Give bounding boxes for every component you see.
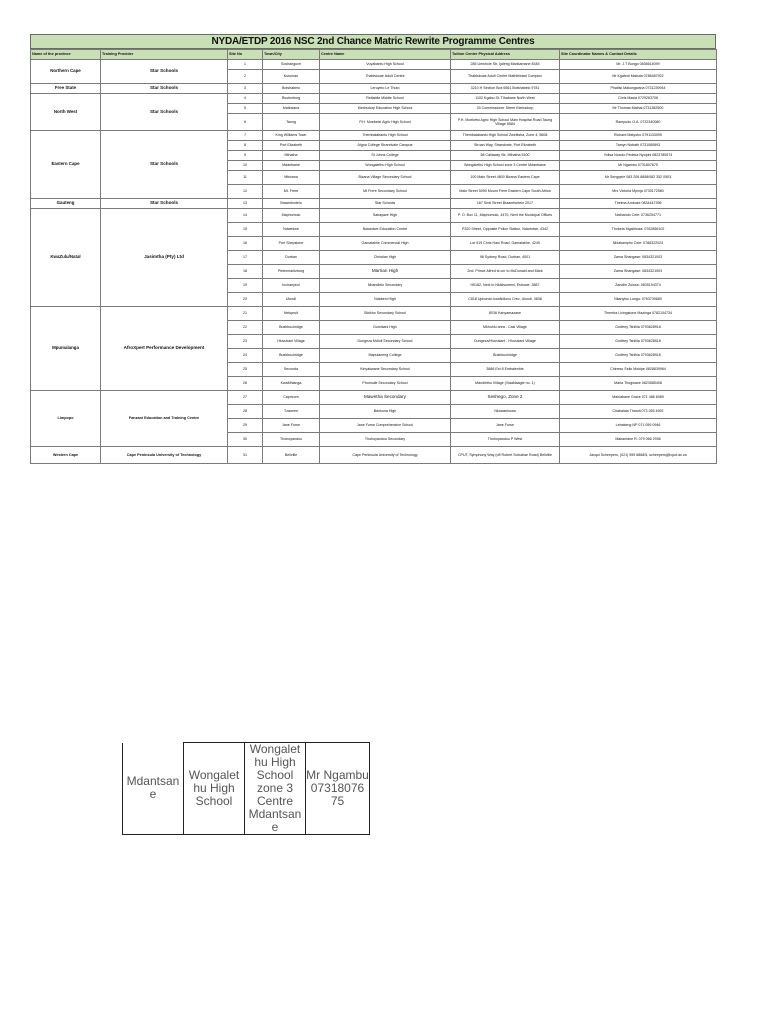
address-cell: Struan Way, Strandvale, Port Elizabeth (451, 141, 560, 151)
address-cell: Bushbuckridge (451, 349, 560, 363)
town-cell: KwaMhlanga (263, 377, 320, 391)
contact-cell: Phatlisi Makongwana 0731239944 (560, 84, 717, 94)
contact-cell: Godfrey Tshilila 0793628918 (560, 321, 717, 335)
site-cell: 23 (228, 335, 263, 349)
address-cell: P320 Street, Opposite Police Station, Ndwedwe, 4342 (451, 223, 560, 237)
centre-cell: Bizana Village Secondary School (320, 171, 451, 185)
site-cell: 9 (228, 151, 263, 161)
contact-cell: Jacqui Scheepers, (021) 959 6868/5, scheepersj@cput.ac.za (560, 447, 717, 464)
site-cell: 31 (228, 447, 263, 464)
town-cell: Port Shepstone (263, 237, 320, 251)
provider-cell: Star Schools (101, 199, 228, 209)
header-town: Town/City (263, 50, 320, 60)
town-cell: Ulundi (263, 293, 320, 307)
address-cell: Main Street 5090 Mount Frere Eastern Cape South Africa (451, 185, 560, 199)
site-cell: 10 (228, 161, 263, 171)
address-cell: 167 Smit Street Braamfontein 2017 (451, 199, 560, 209)
address-cell: 3886 Ext 8 Embalenhle (451, 363, 560, 377)
town-cell: Hluvukani Village (263, 335, 320, 349)
province-cell: North West (31, 94, 101, 131)
contact-cell: Maria Thugwane 0823585408 (560, 377, 717, 391)
table-row (31, 307, 717, 321)
town-cell: Nelspruit (263, 307, 320, 321)
address-cell: 33 Commissioner Street Klerksdorp (451, 104, 560, 114)
header-site-no: Site No (228, 50, 263, 60)
centre-cell: Thabiskoae Adult Centre (320, 70, 451, 84)
centre-cell: Retlabile Middle School (320, 94, 451, 104)
contact-cell: Nkanyiso Lungu: 0763739680 (560, 293, 717, 307)
table-row (31, 84, 717, 94)
town-cell: Mt. Frere (263, 185, 320, 199)
header-provider: Training Provider (101, 50, 228, 60)
header-row (31, 50, 717, 60)
town-cell: Braamfontein (263, 199, 320, 209)
contact-cell: Chris Masia 0729263706 (560, 94, 717, 104)
centre-cell: Thohoyandou Secondary (320, 433, 451, 447)
province-cell: Northern Cape (31, 60, 101, 84)
town-cell: Ndwedwe (263, 223, 320, 237)
site-cell: 25 (228, 363, 263, 377)
contact-cell: Zama Shangase: 0834321003 (560, 265, 717, 279)
zoom-town: Mdantsan e (123, 743, 184, 835)
centre-cell: Star Schools (320, 199, 451, 209)
town-cell: Secunda (263, 363, 320, 377)
table-row (31, 131, 717, 141)
centre-cell: Jane Furse Comprehensive School (320, 419, 451, 433)
provider-cell: Star Schools (101, 94, 228, 131)
site-cell: 13 (228, 199, 263, 209)
header-centre: Centre Name (320, 50, 451, 60)
centre-cell: Klerksdorp Education High School (320, 104, 451, 114)
table-row (31, 209, 717, 223)
site-cell: 29 (228, 419, 263, 433)
town-cell: Maphumulo (263, 209, 320, 223)
contact-cell: Mr Ngambu 0731807675 (560, 161, 717, 171)
contact-cell: Rampudu O.A. 0732340080 (560, 114, 717, 131)
site-cell: 15 (228, 223, 263, 237)
site-cell: 7 (228, 131, 263, 141)
contact-cell: Mrs Victoria Mpinja 0730172580 (560, 185, 717, 199)
town-cell: Botshabelo (263, 84, 320, 94)
town-cell: Tzaneen (263, 405, 320, 419)
site-cell: 3 (228, 84, 263, 94)
town-cell: Thohoyandou (263, 433, 320, 447)
contact-cell: Godfrey Tshilila 0793628918 (560, 335, 717, 349)
site-cell: 19 (228, 279, 263, 293)
address-cell: 8036 Kanyamazane (451, 307, 560, 321)
centre-cell: Vuyabantu High School (320, 60, 451, 70)
provider-cell: AfroXpert Performance Development (101, 307, 228, 391)
centre-cell: Phumuile Secondary School (320, 377, 451, 391)
contact-cell: Mr. J.T Bongo 0836614099 (560, 60, 717, 70)
site-cell: 8 (228, 141, 263, 151)
province-cell: Eastern Cape (31, 131, 101, 199)
town-cell: Bellville (263, 447, 320, 464)
centre-cell: Bankuna High (320, 405, 451, 419)
header-address: Tuition Center Physical Address (451, 50, 560, 60)
table-row (31, 391, 717, 405)
contact-cell: Thelma Ambuse 0834447396 (560, 199, 717, 209)
centre-cell: Dungeza Mdluli Secondary School (320, 335, 451, 349)
centre-cell: Ndwedwe Education Centre (320, 223, 451, 237)
zoomed-cell-excerpt (122, 742, 370, 835)
site-cell: 11 (228, 171, 263, 185)
centres-table (30, 49, 717, 464)
site-cell: 27 (228, 391, 263, 405)
header-province: Name of the province (31, 50, 101, 60)
address-cell: 100 Main Street 4800 Bizana Eastern Cape (451, 171, 560, 185)
address-cell: Jane Furse (451, 419, 560, 433)
address-cell: Seshego, Zone 2 (451, 391, 560, 405)
centre-cell: Kinyakwane Secondary School (320, 363, 451, 377)
town-cell: King Williams Town (263, 131, 320, 141)
centre-cell: Dumisani High (320, 321, 451, 335)
sheet-title: NYDA/ETDP 2016 NSC 2nd Chance Matric Rewrite Programme Centres (30, 34, 716, 49)
contact-cell: Mahlabane Grace 071 486 6089 (560, 391, 717, 405)
contact-cell: Chineso Sello Mokipe 0828839964 (560, 363, 717, 377)
province-cell: KwaZulu/Natal (31, 209, 101, 307)
address-cell: 98 Sydney Road, Durban, 4001 (451, 251, 560, 265)
centre-cell: Marrian High (320, 265, 451, 279)
site-cell: 6 (228, 114, 263, 131)
provider-cell: Star Schools (101, 84, 228, 94)
province-cell: Limpopo (31, 391, 101, 447)
province-cell: Free State (31, 84, 101, 94)
centre-cell: Leruyelo Le Thuto (320, 84, 451, 94)
town-cell: Mthatha (263, 151, 320, 161)
address-cell: H5182, Next to Nkikisomeni, Eshowe, 3867 (451, 279, 560, 293)
contact-cell: Zama Shangase: 0834321003 (560, 251, 717, 265)
table-row (31, 60, 717, 70)
site-cell: 1 (228, 60, 263, 70)
address-cell: 2nd. Prince Alfred st cnr to McDonald and Mark (451, 265, 560, 279)
town-cell: Durban (263, 251, 320, 265)
address-cell: Lot 919 Chris Hani Road, Gamalakhe, 4249 (451, 237, 560, 251)
contact-cell: Godfrey Tshilila 0793628918 (560, 349, 717, 363)
contact-cell: Yolisa Noxolo Fedeka Nyopini 0823780574 (560, 151, 717, 161)
zoom-address: Wongalet hu High School zone 3 Centre Mdantsan e (245, 743, 306, 835)
site-cell: 28 (228, 405, 263, 419)
address-cell: Mkhuhlu area - Casi Village (451, 321, 560, 335)
centre-cell: Nhandlelo Secondary (320, 279, 451, 293)
site-cell: 20 (228, 293, 263, 307)
contact-cell: Nathando Cele: 0736254771 (560, 209, 717, 223)
address-cell: Thohoyandou P West (451, 433, 560, 447)
address-cell: Wongalethu High School zone 3 Centre Mdantsane (451, 161, 560, 171)
centre-cell: Christian High (320, 251, 451, 265)
town-cell: Soshanguve (263, 60, 320, 70)
contact-cell: Mr Thomas Mathai 0731382500 (560, 104, 717, 114)
centre-cell: Algoa College Strandvale Campus (320, 141, 451, 151)
site-cell: 5 (228, 104, 263, 114)
town-cell: Pietermaritzburg (263, 265, 320, 279)
table-row (31, 94, 717, 104)
province-cell: Western Cape (31, 447, 101, 464)
address-cell: P.H. Moeketsi Agric High School Main Hospital Road Taung Village 8584 (451, 114, 560, 131)
centre-cell: Mawetha Secondary (320, 391, 451, 405)
town-cell: Bushbuckridge (263, 321, 320, 335)
site-cell: 26 (228, 377, 263, 391)
contact-cell: Mr Kgafedi Mabuta 0786487922 (560, 70, 717, 84)
provider-cell: Jasimtha (Pty) Ltd (101, 209, 228, 307)
address-cell: 58 Callaway Str, Mthatha 5100 (451, 151, 560, 161)
provider-cell: Star Schools (101, 60, 228, 84)
address-cell: Dungeza/Hluvukani - Hluvukani Village (451, 335, 560, 349)
provider-cell: Star Schools (101, 131, 228, 199)
contact-cell: Nhlakanipho Cele: 0788322024 (560, 237, 717, 251)
provider-cell: Cape Peninsula University of Technology (101, 447, 228, 464)
centre-cell: Ndabeni High (320, 293, 451, 307)
site-cell: 18 (228, 265, 263, 279)
address-cell: P. O. Box 11, Maphumulo, 4470, Next the Municipal Offices (451, 209, 560, 223)
zoom-centre: Wongalet hu High School (184, 743, 245, 835)
contact-cell: Richard Matyobo 0791133099 (560, 131, 717, 141)
centre-cell: Mapulaneng College (320, 349, 451, 363)
centre-cell: Mt Frere Secondary School (320, 185, 451, 199)
address-cell: Nkowankowa (451, 405, 560, 419)
zoom-row (123, 743, 370, 835)
town-cell: Rustenburg (263, 94, 320, 104)
address-cell: 1102 Kgabo St. Tlhabane North West (451, 94, 560, 104)
provider-cell: Fanzani Education and Training Centre (101, 391, 228, 447)
table-row (31, 199, 717, 209)
centre-cell: Cape Peninsula University of Technology (320, 447, 451, 464)
contact-cell: Themba Livingstone Mazinga 0782104734 (560, 307, 717, 321)
site-cell: 2 (228, 70, 263, 84)
address-cell: 3210 H Section Box 6561 Botshabelo 9781 (451, 84, 560, 94)
province-cell: Gauteng (31, 199, 101, 209)
address-cell: C818 Uphondo kwaNdlovu Crec, Ulundi, 3838 (451, 293, 560, 307)
table-row (31, 447, 717, 464)
contact-cell: Thobela Mgabhoza: 0762856102 (560, 223, 717, 237)
zoom-contact: Mr Ngambu 07318076 75 (306, 743, 370, 835)
contact-cell: Lebakeng NP 071 059 0946 (560, 419, 717, 433)
town-cell: Matlosana (263, 104, 320, 114)
site-cell: 4 (228, 94, 263, 104)
site-cell: 22 (228, 321, 263, 335)
town-cell: Port Elizabeth (263, 141, 320, 151)
town-cell: Kuruman (263, 70, 320, 84)
site-cell: 21 (228, 307, 263, 321)
centre-cell: Sabayaze High (320, 209, 451, 223)
address-cell: CPUT, Symphony Way (off Robert Sobukwe Road) Bellville (451, 447, 560, 464)
address-cell: 285 Umshole Str, Ijaleng Marikamane 8345 (451, 60, 560, 70)
address-cell: Mandlethu Village (Vlaaklaagte no. 1) (451, 377, 560, 391)
centre-cell: Sibikho Secondary School (320, 307, 451, 321)
site-cell: 14 (228, 209, 263, 223)
site-cell: 24 (228, 349, 263, 363)
town-cell: Jane Furse (263, 419, 320, 433)
town-cell: Inchanyeni (263, 279, 320, 293)
contact-cell: Zandile Zuluse: 0839194374 (560, 279, 717, 293)
site-cell: 30 (228, 433, 263, 447)
centre-cell: Thembalabantu High School (320, 131, 451, 141)
centre-cell: P.H. Moeketsi Agric High School (320, 114, 451, 131)
header-contact: Site Coordinator Names & Contact Details (560, 50, 717, 60)
contact-cell: Makamane R. 079 066 2936 (560, 433, 717, 447)
address-cell: Thabiskoae Adult Centre Mathibistad Complex (451, 70, 560, 84)
town-cell: Taung (263, 114, 320, 131)
contact-cell: Chabalala Thandi 073 265 4992 (560, 405, 717, 419)
address-cell: Thembalabantu High School Zwelitsha, Zone 4, 5608 (451, 131, 560, 141)
site-cell: 12 (228, 185, 263, 199)
town-cell: Bushbuckridge (263, 349, 320, 363)
contact-cell: Mr Sengqele 083 206 8858/082 352 0503 (560, 171, 717, 185)
centre-cell: Wongalethu High School (320, 161, 451, 171)
site-cell: 16 (228, 237, 263, 251)
site-cell: 17 (228, 251, 263, 265)
centre-cell: Gamalakhe Commercial High (320, 237, 451, 251)
town-cell: Mdantsane (263, 161, 320, 171)
contact-cell: Tamyn Nobath 0731080893 (560, 141, 717, 151)
centre-cell: St Johns College (320, 151, 451, 161)
town-cell: Capricorn (263, 391, 320, 405)
spreadsheet (30, 34, 716, 464)
province-cell: Mpumalanga (31, 307, 101, 391)
town-cell: Mbizana (263, 171, 320, 185)
